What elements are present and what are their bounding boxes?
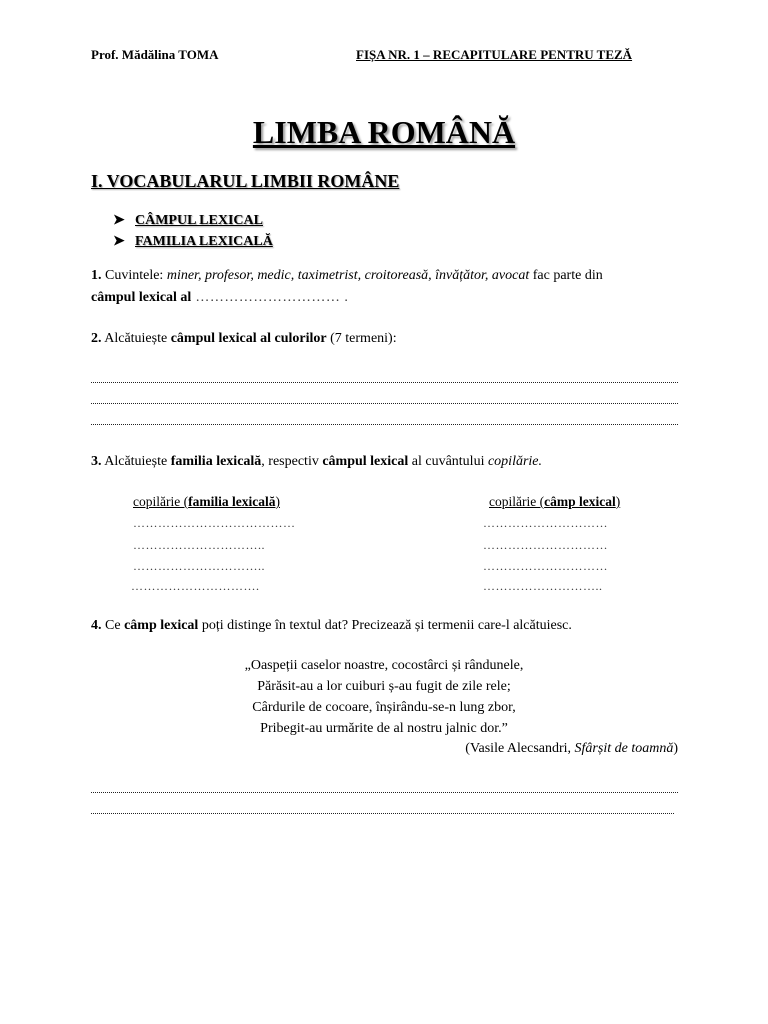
- question-bold: familia lexicală: [170, 454, 262, 469]
- answer-blank: …………………………..: [133, 559, 265, 573]
- citation-author: (Vasile Alecsandri,: [465, 741, 575, 756]
- question-text: Alcătuiește: [101, 454, 171, 469]
- question-1-line-1: [91, 268, 603, 284]
- question-text: Cuvintele:: [101, 268, 167, 283]
- answer-blank: …………………………: [483, 559, 608, 573]
- page-title: LIMBA ROMÂNĂ: [252, 114, 516, 150]
- topic-item: [113, 212, 263, 229]
- column-bold: familia lexicală: [188, 494, 276, 509]
- question-bold: câmpul lexical al culorilor: [170, 331, 327, 346]
- answer-line: [91, 423, 678, 425]
- answer-blank: …………………………: [483, 516, 608, 530]
- answer-line: [91, 791, 678, 793]
- question-text: al cuvântului: [408, 454, 488, 469]
- column-close: ): [275, 494, 280, 509]
- question-bold: câmpul lexical: [322, 454, 409, 469]
- column-word: copilărie (: [489, 494, 545, 509]
- citation-close: ): [673, 741, 678, 756]
- question-text: , respectiv: [261, 454, 323, 469]
- answer-blank: ………………………… .: [191, 290, 349, 305]
- column-heading-family: [133, 494, 280, 510]
- topic-item: [113, 233, 273, 250]
- column-close: ): [615, 494, 621, 509]
- question-2: [91, 331, 397, 347]
- question-number: 1.: [91, 268, 102, 283]
- poem-line: Părăsit-au a lor cuiburi ș-au fugit de zile rele;: [257, 679, 511, 694]
- question-number: 4.: [91, 618, 102, 633]
- topic-label: FAMILIA LEXICALĂ: [135, 234, 273, 249]
- answer-blank: …………………………..: [133, 538, 265, 552]
- arrow-right-icon: ➤: [113, 213, 125, 228]
- answer-line: [91, 381, 678, 383]
- question-text: fac parte din: [529, 268, 603, 283]
- arrow-right-icon: ➤: [113, 234, 125, 249]
- question-1-line-2: [91, 290, 348, 306]
- column-word: copilărie (: [133, 494, 189, 509]
- question-text: poți: [198, 618, 224, 633]
- section-heading: I. VOCABULARUL LIMBII ROMÂNE: [91, 171, 400, 191]
- question-text: Alcătuiește: [101, 331, 171, 346]
- answer-blank: …………………………: [483, 538, 608, 552]
- citation-title: Sfârșit de toamnă: [574, 741, 674, 756]
- question-number: 2.: [91, 331, 102, 346]
- poem-line: Pribegit-au urmărite de al nostru jalnic dor.”: [260, 721, 508, 736]
- question-number: 3.: [91, 454, 102, 469]
- poem-line: „Oaspeții caselor noastre, cocostârci și rândunele,: [244, 658, 524, 673]
- poem-line: Cârdurile de cocoare, înșirându-se-n lung zbor,: [252, 700, 516, 715]
- topic-label: CÂMPUL LEXICAL: [135, 213, 263, 228]
- answer-blank: ………………………..: [483, 579, 603, 593]
- question-bold: câmpul lexical al: [91, 290, 192, 305]
- question-words: miner, profesor, medic, taximetrist, croitoreasă, învățător, avocat: [166, 268, 530, 283]
- answer-line: [91, 812, 674, 814]
- question-text: distinge în textul dat? Precizează și termenii care-l alcătuiesc.: [223, 618, 572, 633]
- question-4: [91, 618, 572, 634]
- author-name: Prof. Mădălina TOMA: [91, 47, 219, 62]
- question-bold: câmp lexical: [124, 618, 199, 633]
- question-3: [91, 454, 542, 470]
- answer-blank: …………………………………: [133, 516, 296, 530]
- answer-blank: ………………………….: [131, 579, 260, 593]
- question-text: Ce: [101, 618, 125, 633]
- answer-line: [91, 402, 678, 404]
- column-heading-field: [489, 494, 620, 510]
- question-word: copilărie.: [487, 454, 543, 469]
- question-text: (7 termeni):: [326, 331, 397, 346]
- poem-citation: [465, 741, 678, 757]
- column-bold: câmp lexical: [544, 494, 616, 509]
- worksheet-title: FIȘA NR. 1 – RECAPITULARE PENTRU TEZĂ: [356, 47, 633, 62]
